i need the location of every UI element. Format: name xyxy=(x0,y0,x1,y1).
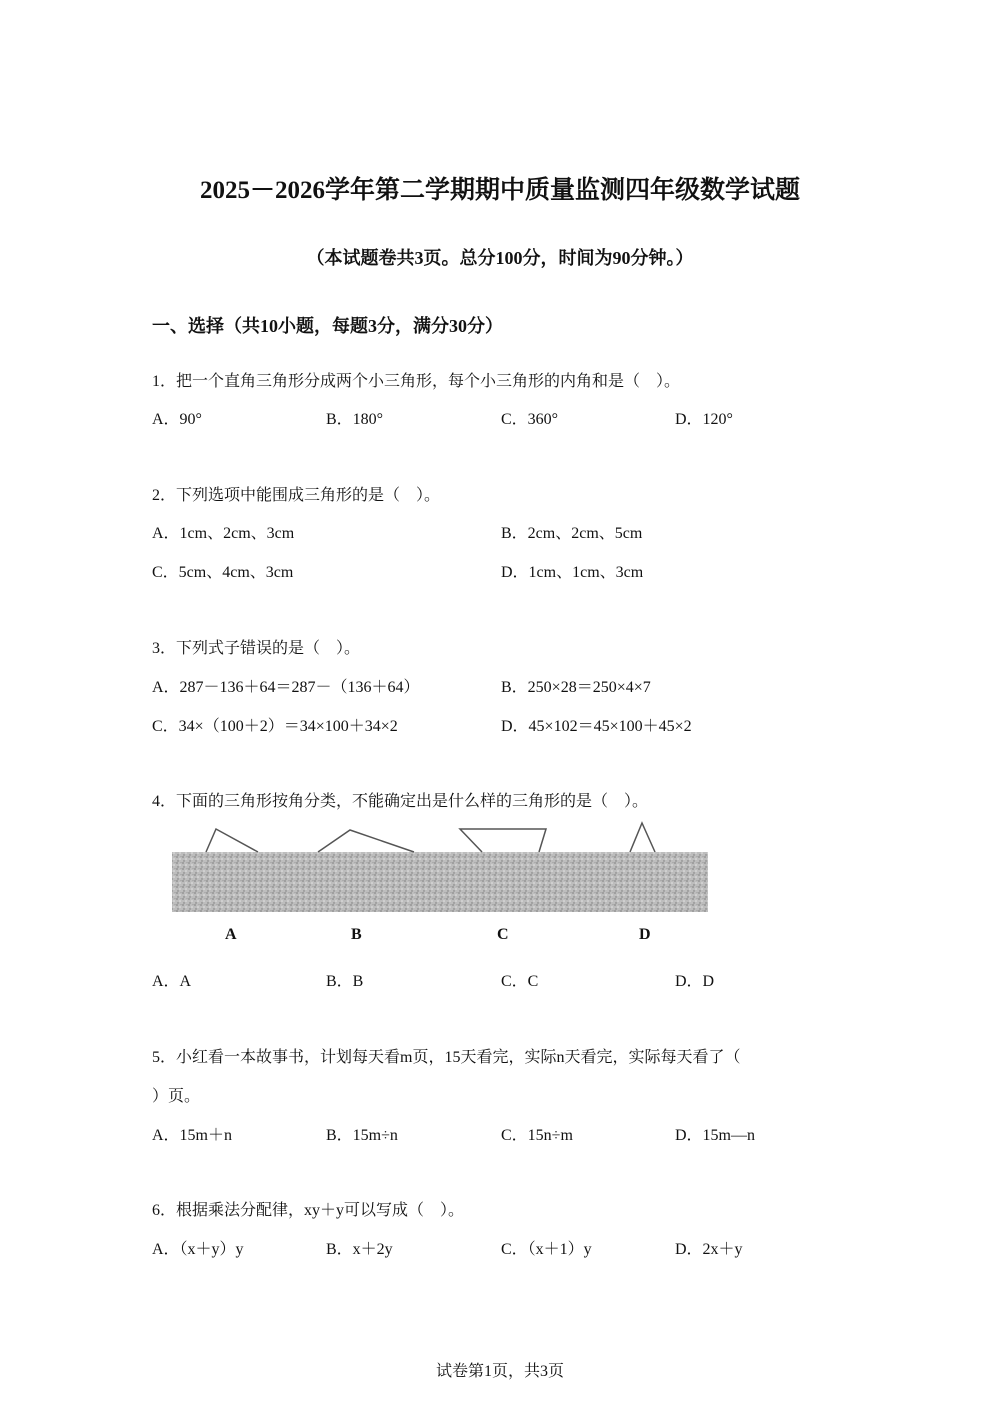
q4-option-a: A．A xyxy=(152,973,192,990)
q3-option-d: D．45×102＝45×100＋45×2 xyxy=(501,718,692,735)
q4-option-b: B．B xyxy=(326,973,364,990)
q6-option-a: A．（x＋y）y xyxy=(152,1241,244,1258)
exam-title: 2025－2026学年第二学期期中质量监测四年级数学试题 xyxy=(199,177,800,204)
question-5-stem-line1: 5．小红看一本故事书，计划每天看m页，15天看完，实际n天看完，实际每天看了（ xyxy=(152,1049,741,1066)
q3-option-c: C．34×（100＋2）＝34×100＋34×2 xyxy=(152,718,398,735)
triangle-figure-svg xyxy=(170,820,710,925)
q5-option-b: B．15m÷n xyxy=(326,1127,398,1144)
triangle-b-shape xyxy=(318,830,414,852)
figure-label-c: C xyxy=(497,926,509,943)
q1-option-b: B．180° xyxy=(326,411,384,428)
q1-option-d: D．120° xyxy=(675,411,733,428)
cover-block xyxy=(172,852,708,912)
triangle-d-shape xyxy=(630,823,655,852)
q6-option-c: C．（x＋1）y xyxy=(501,1241,592,1258)
question-3-stem: 3．下列式子错误的是（ ）。 xyxy=(152,640,361,657)
page-footer: 试卷第1页，共3页 xyxy=(435,1363,564,1380)
q4-option-c: C．C xyxy=(501,973,539,990)
question-4-stem: 4．下面的三角形按角分类，不能确定出是什么样的三角形的是（ ）。 xyxy=(152,793,649,810)
q5-option-d: D．15m—n xyxy=(675,1127,756,1144)
question-6-stem: 6．根据乘法分配律，xy＋y可以写成（ ）。 xyxy=(152,1202,465,1219)
question-5-stem-line2: ）页。 xyxy=(152,1088,201,1105)
q4-option-d: D．D xyxy=(675,973,715,990)
q1-option-c: C．360° xyxy=(501,411,559,428)
triangle-a-shape xyxy=(206,829,258,852)
q3-option-b: B．250×28＝250×4×7 xyxy=(501,679,651,696)
q3-option-a: A．287－136＋64＝287－（136＋64） xyxy=(152,679,420,696)
section-heading: 一、选择（共10小题，每题3分，满分30分） xyxy=(152,316,503,336)
q2-option-c: C．5cm、4cm、3cm xyxy=(152,564,294,581)
question-1-stem: 1．把一个直角三角形分成两个小三角形，每个小三角形的内角和是（ ）。 xyxy=(152,373,681,390)
q5-option-c: C．15n÷m xyxy=(501,1127,573,1144)
figure-label-b: B xyxy=(351,926,362,943)
q6-option-d: D．2x＋y xyxy=(675,1241,743,1258)
figure-label-d: D xyxy=(639,926,651,943)
q1-option-a: A．90° xyxy=(152,411,202,428)
triangle-figure xyxy=(170,820,710,950)
question-2-stem: 2．下列选项中能围成三角形的是（ ）。 xyxy=(152,487,441,504)
q2-option-a: A．1cm、2cm、3cm xyxy=(152,525,295,542)
q2-option-d: D．1cm、1cm、3cm xyxy=(501,564,644,581)
q6-option-b: B．x＋2y xyxy=(326,1241,393,1258)
exam-subtitle: （本试题卷共3页。总分100分，时间为90分钟。） xyxy=(306,248,694,268)
q5-option-a: A．15m＋n xyxy=(152,1127,233,1144)
q2-option-b: B．2cm、2cm、5cm xyxy=(501,525,643,542)
figure-label-a: A xyxy=(225,926,237,943)
triangle-c-shape xyxy=(460,829,546,852)
